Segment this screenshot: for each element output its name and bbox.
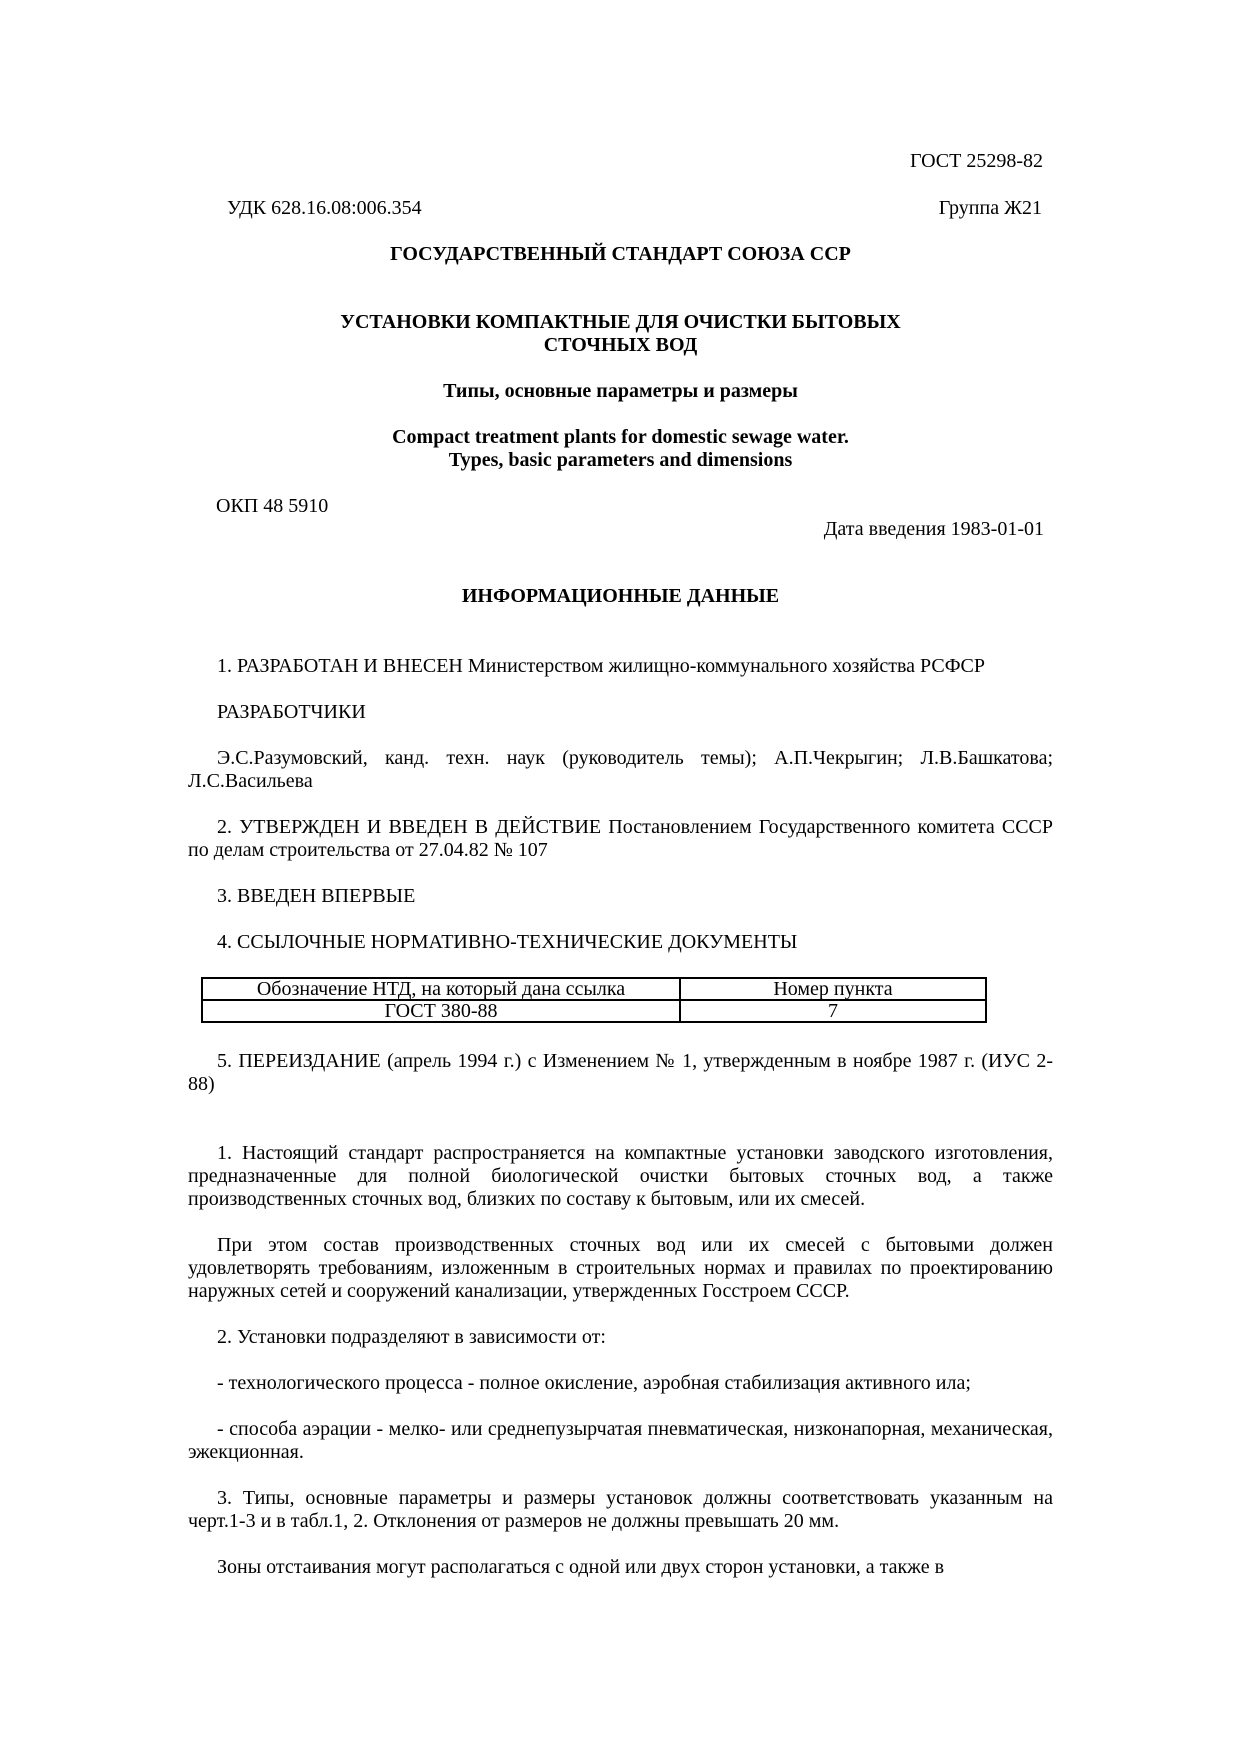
table-cell: ГОСТ 380-88	[202, 1000, 680, 1022]
info-item-1: 1. РАЗРАБОТАН И ВНЕСЕН Министерством жилищно-коммунального хозяйства РСФСР	[217, 655, 986, 677]
english-title-line-1: Compact treatment plants for domestic sewage water.	[392, 426, 849, 448]
table-header-row	[202, 978, 986, 1000]
info-item-3: 3. ВВЕДЕН ВПЕРВЫЕ	[217, 885, 416, 907]
table-cell: 7	[680, 1000, 986, 1022]
table-header-cell: Номер пункта	[680, 978, 986, 1000]
developers-label: РАЗРАБОТЧИКИ	[217, 701, 366, 723]
body-paragraph-3: 2. Установки подразделяют в зависимости от:	[217, 1326, 606, 1348]
reference-documents-table	[201, 977, 987, 1023]
okp-code: ОКП 48 5910	[216, 495, 329, 517]
body-paragraph-2: При этом состав производственных сточных вод или их смесей с бытовыми должен удовлетворять требованиям, изложенным в строительных нормах и правилах по проектированию наружных сетей и сооружений канализации, утвержденных Госстроем СССР.	[188, 1234, 1053, 1302]
info-item-4: 4. ССЫЛОЧНЫЕ НОРМАТИВНО-ТЕХНИЧЕСКИЕ ДОКУМЕНТЫ	[217, 931, 798, 953]
group-code: Группа Ж21	[938, 197, 1042, 219]
gost-number: ГОСТ 25298-82	[910, 150, 1043, 172]
english-title-line-2: Types, basic parameters and dimensions	[448, 449, 793, 471]
subtitle: Типы, основные параметры и размеры	[443, 380, 798, 402]
table-header-cell: Обозначение НТД, на который дана ссылка	[202, 978, 680, 1000]
body-paragraph-6: 3. Типы, основные параметры и размеры установок должны соответствовать указанным на черт.1-3 и в табл.1, 2. Отклонения от размеров не должны превышать 20 мм.	[188, 1487, 1053, 1532]
intro-date: Дата введения 1983-01-01	[823, 518, 1044, 540]
body-paragraph-1: 1. Настоящий стандарт распространяется на компактные установки заводского изготовления, предназначенные для полной биологической очистки бытовых сточных вод, а также производственных сточных вод, близких по составу к бытовым, или их смесей.	[188, 1142, 1053, 1210]
info-item-5: 5. ПЕРЕИЗДАНИЕ (апрель 1994 г.) с Изменением № 1, утвержденным в ноябре 1987 г. (ИУС 2-88)	[188, 1050, 1053, 1095]
body-paragraph-4: - технологического процесса - полное окисление, аэробная стабилизация активного ила;	[217, 1372, 971, 1394]
main-title-line-2: СТОЧНЫХ ВОД	[543, 334, 698, 356]
state-standard-heading: ГОСУДАРСТВЕННЫЙ СТАНДАРТ СОЮЗА ССР	[390, 243, 851, 265]
body-paragraph-5: - способа аэрации - мелко- или среднепузырчатая пневматическая, низконапорная, механическая, эжекционная.	[188, 1418, 1053, 1463]
main-title-line-1: УСТАНОВКИ КОМПАКТНЫЕ ДЛЯ ОЧИСТКИ БЫТОВЫХ	[340, 311, 901, 333]
developers-list: Э.С.Разумовский, канд. техн. наук (руководитель темы); А.П.Чекрыгин; Л.В.Башкатова; Л.С.Васильева	[188, 747, 1053, 792]
info-heading: ИНФОРМАЦИОННЫЕ ДАННЫЕ	[461, 585, 780, 607]
table-row	[202, 1000, 986, 1022]
body-paragraph-7: Зоны отстаивания могут располагаться с одной или двух сторон установки, а также в	[217, 1556, 945, 1578]
udk-code: УДК 628.16.08:006.354	[227, 197, 422, 219]
info-item-2: 2. УТВЕРЖДЕН И ВВЕДЕН В ДЕЙСТВИЕ Постановлением Государственного комитета СССР по делам строительства от 27.04.82 № 107	[188, 816, 1053, 861]
